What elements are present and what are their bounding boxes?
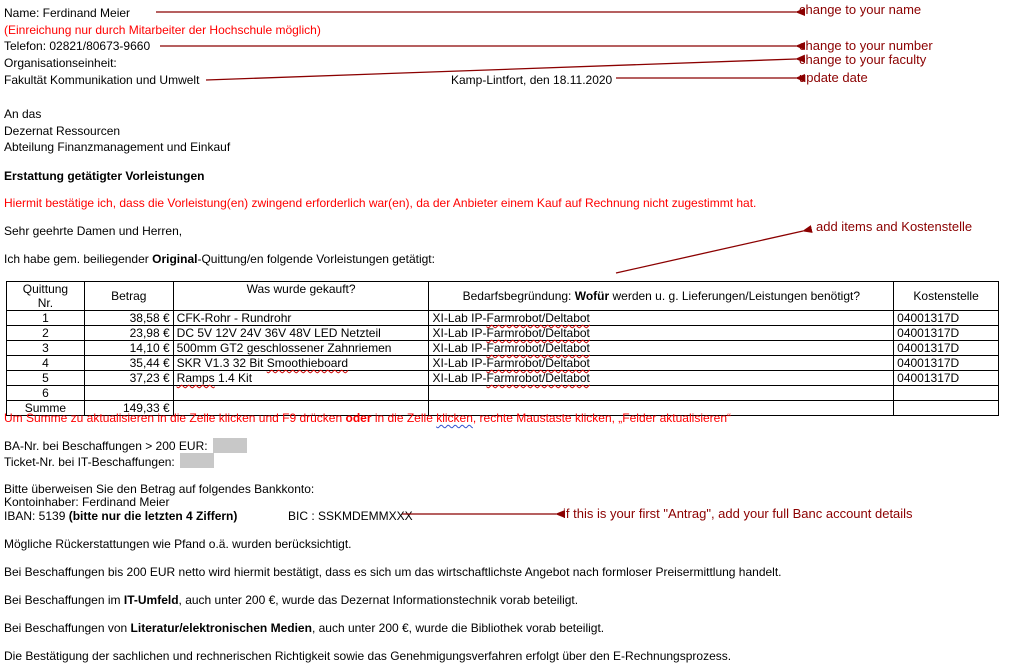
header-quittung: Quittung Nr. <box>7 282 85 311</box>
arrow-items <box>616 231 803 273</box>
account-holder: Kontoinhaber: Ferdinand Meier <box>4 495 170 509</box>
place-date: Kamp-Lintfort, den 18.11.2020 <box>451 73 613 87</box>
cell-nr[interactable]: 3 <box>7 341 85 356</box>
cell-betrag[interactable]: 23,98 € <box>84 326 173 341</box>
annotation-items: add items and Kostenstelle <box>816 219 973 234</box>
subject-line: Erstattung getätigter Vorleistungen <box>4 169 205 183</box>
intro-text: Ich habe gem. beiliegender Original-Quittung/en folgende Vorleistungen getätigt: <box>4 252 435 266</box>
annotation-number: change to your number <box>799 38 933 53</box>
paragraph-rueckerstattung: Mögliche Rückerstattungen wie Pfand o.ä. wurden berücksichtigt. <box>4 537 352 551</box>
confirmation-text: Hiermit bestätige ich, dass die Vorleistung(en) zwingend erforderlich war(en), da der Anbieter einem Kauf auf Rechnung nicht zugestimmt hat. <box>4 196 757 210</box>
cell-item[interactable]: DC 5V 12V 24V 36V 48V LED Netzteil <box>173 326 429 341</box>
sum-update-note: Um Summe zu aktualisieren in die Zelle klicken und F9 drücken oder in die Zelle klicken, rechte Maustaste klicken, „Felder aktualisieren“ <box>4 411 731 425</box>
cell-kostenstelle[interactable]: 04001317D <box>894 311 999 326</box>
name-line: Name: Ferdinand Meier <box>4 6 131 20</box>
cell-item[interactable]: Ramps 1.4 Kit <box>173 371 429 386</box>
cell-bedarf[interactable]: XI-Lab IP-Farmrobot/Deltabot <box>429 371 894 386</box>
cell-kostenstelle[interactable]: 04001317D <box>894 371 999 386</box>
cell-kostenstelle[interactable]: 04001317D <box>894 341 999 356</box>
paragraph-200eur: Bei Beschaffungen bis 200 EUR netto wird hiermit bestätigt, dass es sich um das wirtschaftlichste Angebot nach formloser Preisermittlung handelt. <box>4 565 782 579</box>
cell-betrag[interactable]: 37,23 € <box>84 371 173 386</box>
cell-betrag[interactable]: 35,44 € <box>84 356 173 371</box>
paragraph-literatur: Bei Beschaffungen von Literatur/elektronischen Medien, auch unter 200 €, wurde die Bibliothek vorab beteiligt. <box>4 621 605 635</box>
ticket-nr-label: Ticket-Nr. bei IT-Beschaffungen: <box>4 455 175 469</box>
summe-label: Summe <box>7 401 85 416</box>
header-gekauft: Was wurde gekauft? <box>173 282 429 311</box>
cell-nr[interactable]: 5 <box>7 371 85 386</box>
cell-nr[interactable]: 6 <box>7 386 85 401</box>
einreichung-note: (Einreichung nur durch Mitarbeiter der Hochschule möglich) <box>4 23 321 37</box>
cell-item[interactable]: SKR V1.3 32 Bit Smoothieboard <box>173 356 429 371</box>
address-line-2: Dezernat Ressourcen <box>4 124 121 138</box>
cell-betrag[interactable]: 38,58 € <box>84 311 173 326</box>
annotation-faculty: change to your faculty <box>799 52 927 67</box>
annotation-date: update date <box>799 70 868 85</box>
cell-bedarf[interactable]: XI-Lab IP-Farmrobot/Deltabot <box>429 341 894 356</box>
cell-kostenstelle[interactable]: 04001317D <box>894 356 999 371</box>
header-bedarf: Bedarfsbegründung: Wofür werden u. g. Lieferungen/Leistungen benötigt? <box>429 282 894 311</box>
bic-line: BIC : SSKMDEMMXXX <box>288 509 413 523</box>
cell-nr[interactable]: 2 <box>7 326 85 341</box>
cell-kostenstelle[interactable]: 04001317D <box>894 326 999 341</box>
cell-item[interactable]: 500mm GT2 geschlossener Zahnriemen <box>173 341 429 356</box>
cell-bedarf[interactable]: XI-Lab IP-Farmrobot/Deltabot <box>429 326 894 341</box>
iban-line: IBAN: 5139 (bitte nur die letzten 4 Ziffern) <box>4 509 238 523</box>
arrow-faculty <box>206 59 796 80</box>
cell-betrag[interactable]: 14,10 € <box>84 341 173 356</box>
cell-nr[interactable]: 4 <box>7 356 85 371</box>
address-line-3: Abteilung Finanzmanagement und Einkauf <box>4 140 231 154</box>
cell-nr[interactable]: 1 <box>7 311 85 326</box>
address-line-1: An das <box>4 107 42 121</box>
header-kostenstelle: Kostenstelle <box>894 282 999 311</box>
header-betrag: Betrag <box>84 282 173 311</box>
faculty-line: Fakultät Kommunikation und Umwelt <box>4 73 200 87</box>
annotation-bank: if this is your first "Antrag", add your full Banc account details <box>563 506 913 521</box>
bank-intro: Bitte überweisen Sie den Betrag auf folgendes Bankkonto: <box>4 482 315 496</box>
telefon-line: Telefon: 02821/80673-9660 <box>4 39 151 53</box>
paragraph-it: Bei Beschaffungen im IT-Umfeld, auch unter 200 €, wurde das Dezernat Informationstechnik vorab beteiligt. <box>4 593 579 607</box>
cell-bedarf[interactable]: XI-Lab IP-Farmrobot/Deltabot <box>429 356 894 371</box>
annotation-name: change to your name <box>799 2 922 17</box>
greeting: Sehr geehrte Damen und Herren, <box>4 224 183 238</box>
cell-item[interactable]: CFK-Rohr - Rundrohr <box>173 311 429 326</box>
paragraph-e-rechnung: Die Bestätigung der sachlichen und rechnerischen Richtigkeit sowie das Genehmigungsverfahren erfolgt über den E-Rechnungsprozess. <box>4 649 732 663</box>
ba-nr-label: BA-Nr. bei Beschaffungen > 200 EUR: <box>4 439 208 453</box>
cell-bedarf[interactable]: XI-Lab IP-Farmrobot/Deltabot <box>429 311 894 326</box>
summe-value[interactable]: 149,33 € <box>84 401 173 416</box>
organisation-label: Organisationseinheit: <box>4 56 117 70</box>
